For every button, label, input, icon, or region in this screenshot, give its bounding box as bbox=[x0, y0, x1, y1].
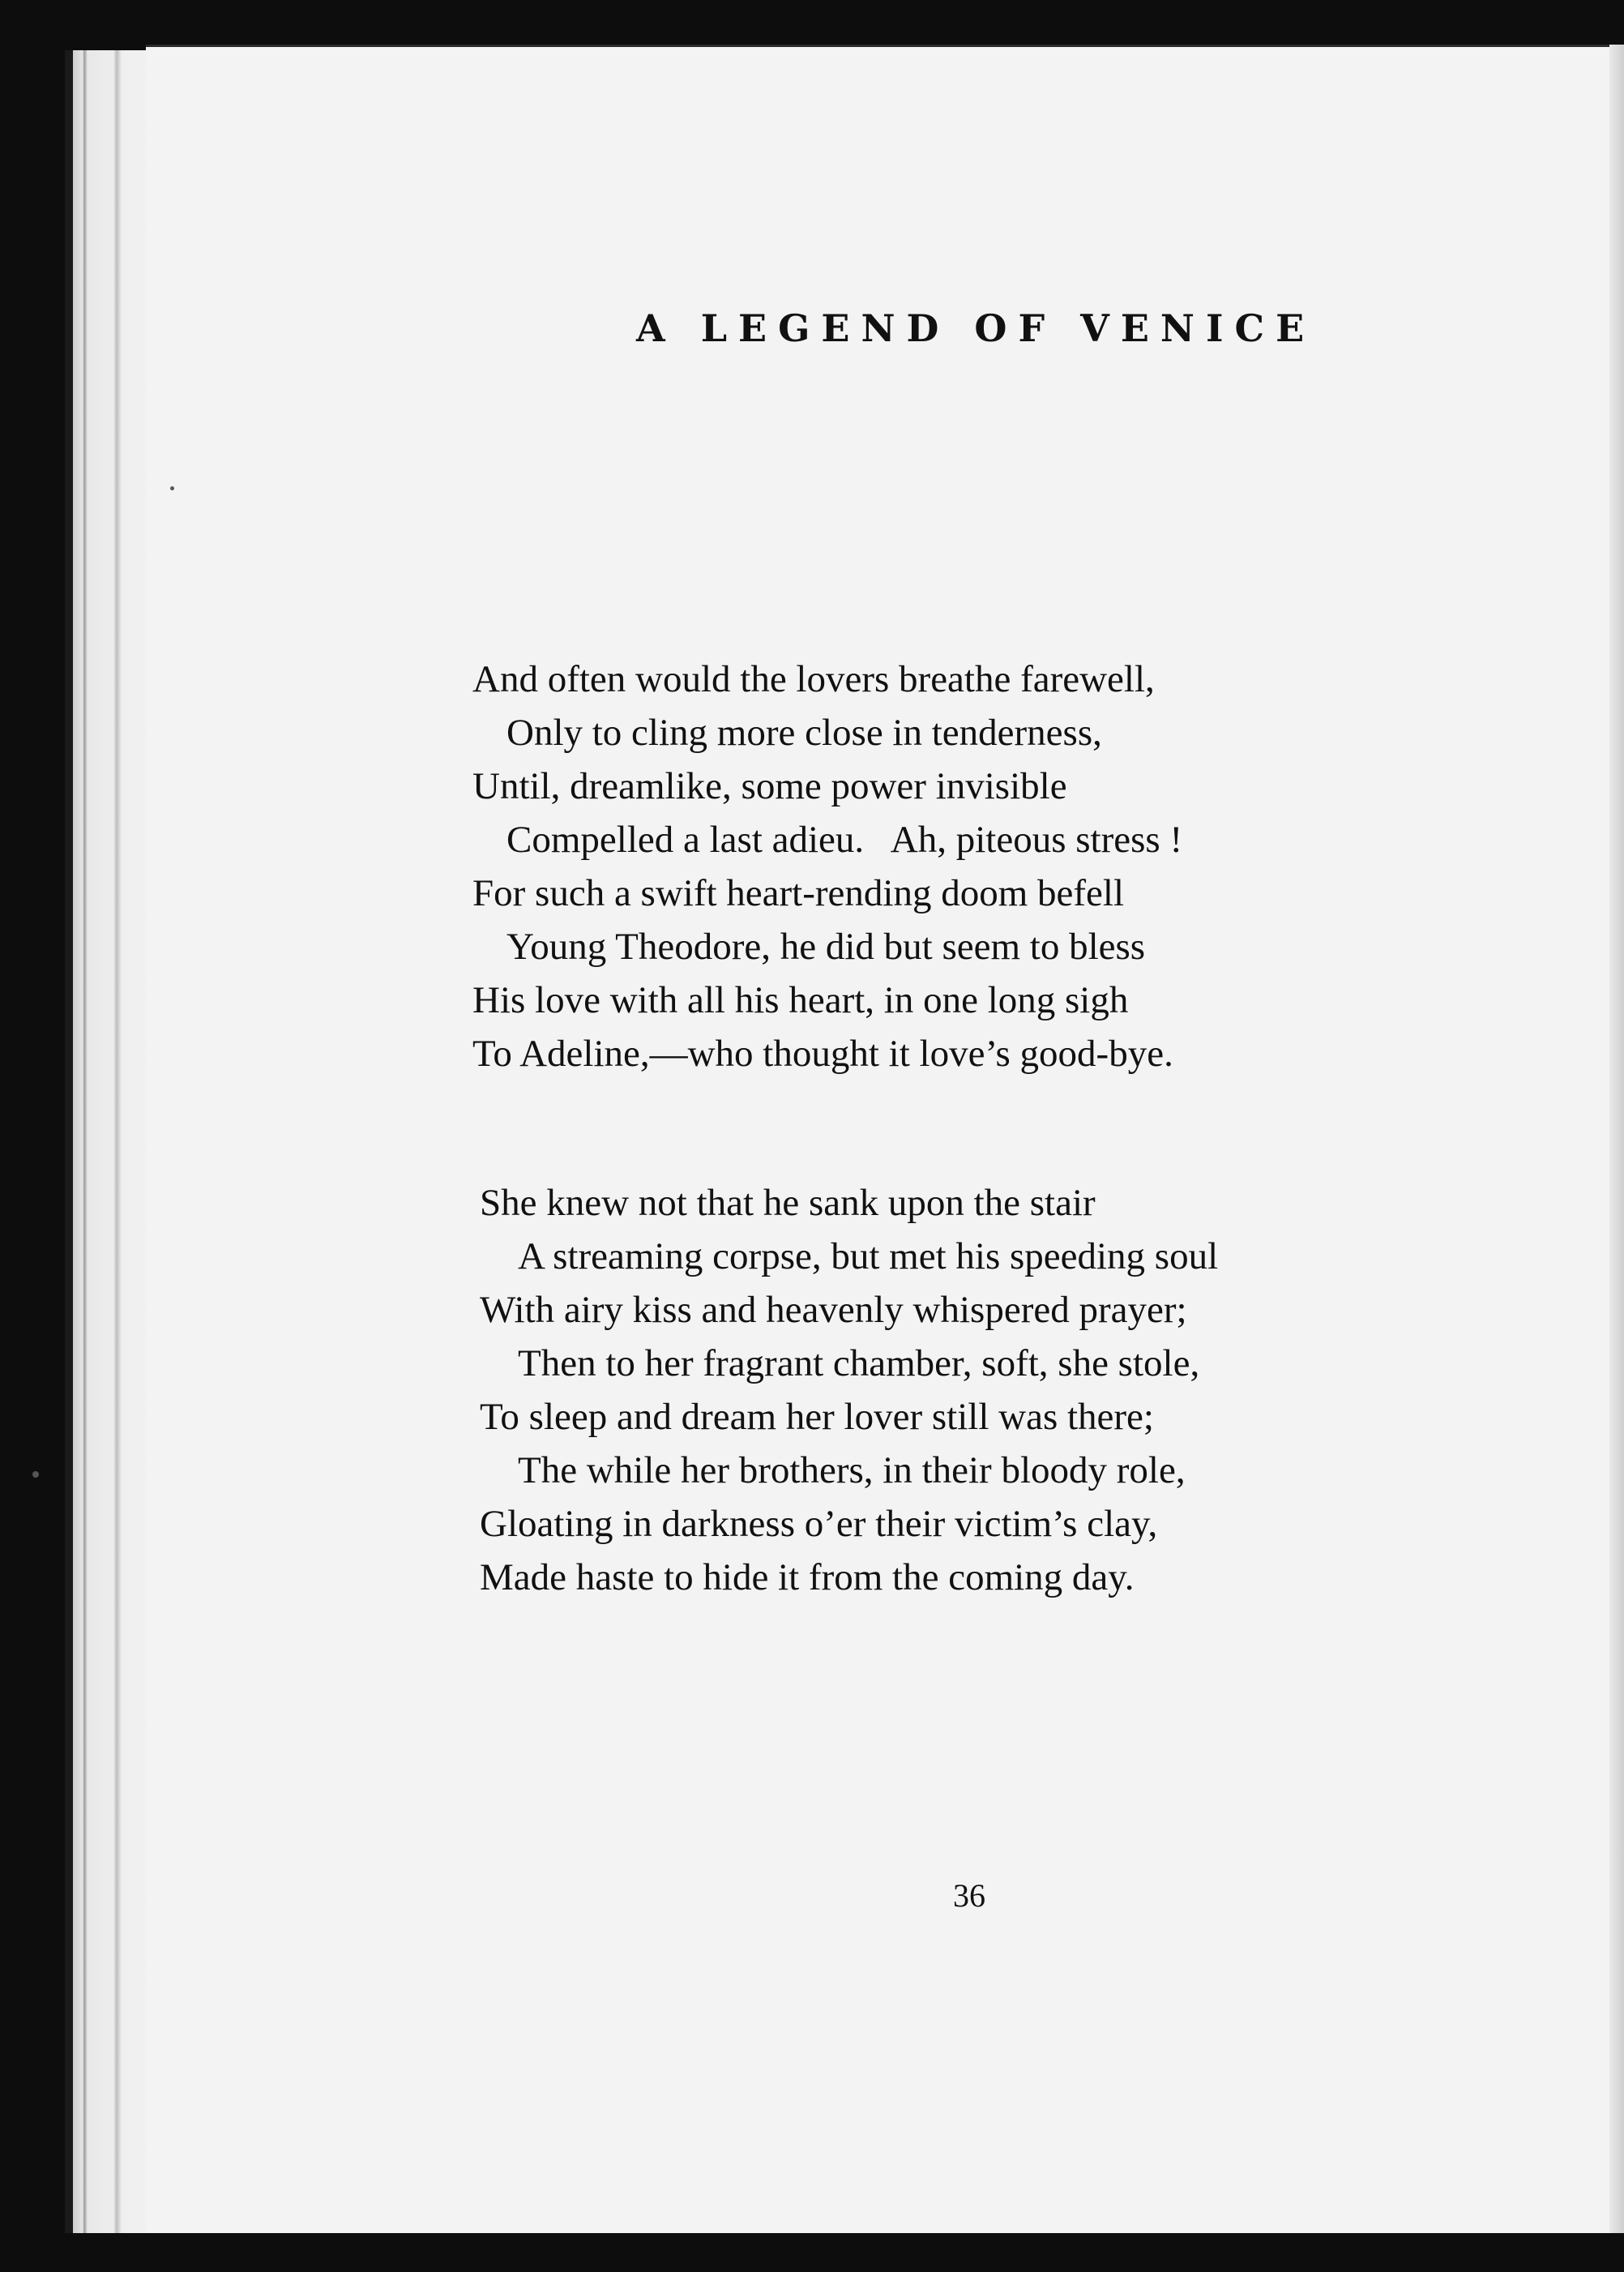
poem-line: With airy kiss and heavenly whispered prayer; bbox=[480, 1289, 1187, 1331]
page-title: A LEGEND OF VENICE bbox=[636, 306, 1316, 350]
scan-speck bbox=[170, 486, 174, 490]
poem-line: Young Theodore, he did but seem to bless bbox=[506, 926, 1146, 968]
scan-speck bbox=[32, 1471, 39, 1478]
scan-border bbox=[65, 2233, 1624, 2272]
page-number: 36 bbox=[953, 1877, 985, 1914]
poem-line: And often would the lovers breathe farewell, bbox=[472, 658, 1155, 700]
poem-line: To sleep and dream her lover still was there; bbox=[480, 1396, 1154, 1438]
poem-line: She knew not that he sank upon the stair bbox=[480, 1182, 1096, 1224]
poem-line: To Adeline,—who thought it love’s good-bye. bbox=[472, 1033, 1173, 1075]
poem-line: Until, dreamlike, some power invisible bbox=[472, 765, 1067, 807]
poem-line: Compelled a last adieu. Ah, piteous stress ! bbox=[506, 819, 1183, 861]
poem-line: For such a swift heart-rending doom befell bbox=[472, 872, 1125, 914]
poem-line: A streaming corpse, but met his speeding soul bbox=[518, 1235, 1219, 1277]
book-page-edges bbox=[65, 50, 152, 2239]
poem bbox=[472, 653, 1445, 1700]
poem-line: Then to her fragrant chamber, soft, she stole, bbox=[518, 1342, 1200, 1384]
stanza bbox=[472, 1176, 1445, 1604]
poem-line: The while her brothers, in their bloody role, bbox=[518, 1449, 1186, 1491]
page-gutter-shadow bbox=[1609, 45, 1624, 2237]
stanza bbox=[472, 653, 1445, 1080]
poem-line: Made haste to hide it from the coming day. bbox=[480, 1556, 1135, 1598]
poem-line: Gloating in darkness o’er their victim’s clay, bbox=[480, 1503, 1158, 1545]
poem-line: His love with all his heart, in one long sigh bbox=[472, 979, 1129, 1021]
poem-line: Only to cling more close in tenderness, bbox=[506, 712, 1102, 754]
